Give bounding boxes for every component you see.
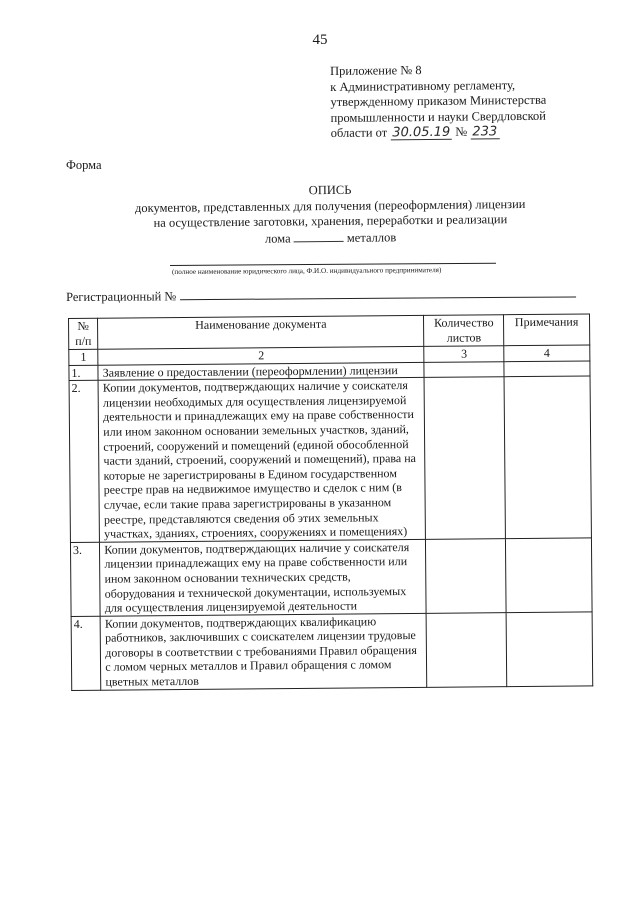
handwritten-number: 233 [472,124,498,140]
applicant-caption: (полное наименование юридического лица, Ф.И.О. индивидуального предпринимателя) [172,266,442,276]
sheet-count-cell[interactable] [426,612,506,687]
registration-row [66,286,586,305]
handwritten-date: 30.05.19 [392,124,451,141]
row-number: 1. [69,365,98,381]
registration-number-field[interactable] [180,286,576,300]
number-label: № [455,124,468,139]
title-line-2: на осуществление заготовки, хранения, переработки и реализации [153,212,508,230]
column-number: 1 [69,349,98,365]
header-document-name: Наименование документа [98,315,424,349]
header-sheet-count: Количество листов [424,315,504,347]
title-line-3-prefix: лома [264,230,291,246]
document-title [90,180,571,248]
appendix-line-5 [331,123,631,142]
table-row [71,612,593,691]
header-notes: Примечания [504,314,590,346]
document-name: Копии документов, подтверждающих наличие у соискателя лицензии необходимых для осуществления лицензируемой деятельности и принадлежащих ему на праве собственности или ином законном основании земельных участков, зданий, строений, сооружений и помещений (единой обособленной части зданий, строений, сооружений и помещений), права на которые не зарегистрированы в Едином государственном реестре прав на недвижимое имущество и сделок с ним (в случае, если такие права зарегистрированы в указанном реестре, представляются сведения об этих земельных участках, зданиях, строениях, сооружениях и помещениях) [98,378,426,542]
sheet-count-cell[interactable] [424,361,504,377]
row-number: 4. [71,616,101,690]
header-number: № п/п [69,318,99,349]
notes-cell[interactable] [504,376,591,538]
column-number: 3 [424,346,504,362]
sheet-count-cell[interactable] [424,377,505,539]
metal-type-blank[interactable] [294,229,344,242]
registration-label: Регистрационный № [66,289,177,304]
date-label: области от [330,125,388,140]
column-number: 4 [504,345,590,361]
notes-cell[interactable] [506,538,593,613]
sheet-count-cell[interactable] [426,538,506,613]
document-name: Заявление о предоставлении (переоформлении) лицензии [98,362,424,380]
table-row [69,376,591,542]
appendix-line-3: утвержденному приказом Министерства [330,92,547,109]
title-line-1: документов, представленных для получения (переоформления) лицензии [134,196,526,215]
title-line-3-suffix: металлов [346,229,397,245]
inventory-table [68,313,593,690]
appendix-line-2: к Административному регламенту, [330,77,516,94]
page-number: 45 [312,32,328,48]
document-name: Копии документов, подтверждающих наличие у соискателя лицензии принадлежащих ему на праве собственности или ином законном основании технических средств, оборудования и технической документации, используемых для осуществления лицензируемой деятельности [100,539,427,616]
inventory-table-wrapper [68,313,593,690]
row-number: 3. [70,542,100,616]
notes-cell[interactable] [504,361,590,377]
appendix-line-1: Приложение № 8 [330,63,422,78]
table-row [70,538,592,617]
appendix-line-4: промышленности и науки Свердловской [330,108,547,125]
document-name: Копии документов, подтверждающих квалификацию работников, заключивших с соискателем лицензии трудовые договоры в соответствии с требованиями Правил обращения с ломом черных металлов и Правил обращения с ломом цветных металлов [100,613,427,690]
form-label: Форма [66,158,102,172]
row-number: 2. [69,380,100,542]
table-header-row [69,314,590,350]
appendix-header [330,61,631,142]
notes-cell[interactable] [506,612,593,687]
column-number: 2 [98,346,424,364]
title-heading: ОПИСЬ [308,182,352,198]
